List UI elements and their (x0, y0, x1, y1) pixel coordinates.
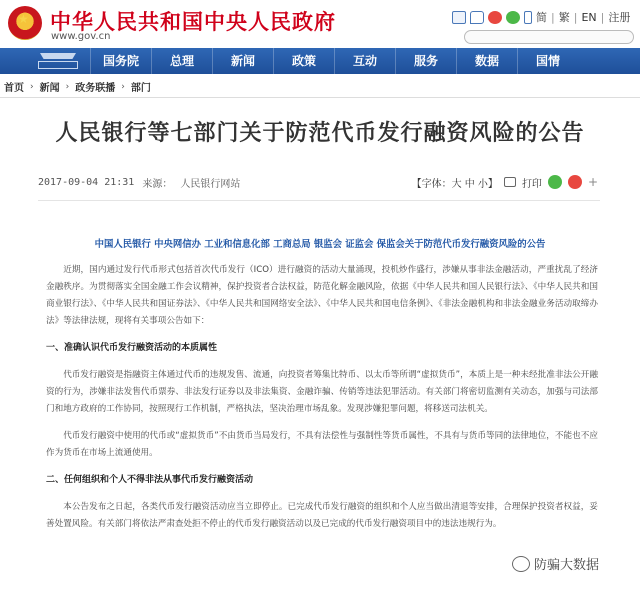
tiananmen-logo-icon[interactable] (34, 51, 82, 71)
breadcrumb-gov-broadcast[interactable]: 政务联播 (75, 83, 116, 94)
print-icon[interactable] (504, 177, 516, 187)
site-url: www.gov.cn (51, 31, 111, 42)
message-icon[interactable] (470, 11, 484, 24)
chevron-right-icon: › (30, 81, 34, 92)
national-emblem-icon[interactable]: ★ (8, 6, 42, 40)
search-input[interactable] (464, 30, 634, 44)
separator: | (600, 10, 605, 24)
weibo-share-icon[interactable] (568, 175, 582, 189)
article-body (46, 262, 598, 533)
weibo-icon[interactable] (488, 11, 502, 24)
lang-traditional-link[interactable]: 繁 (558, 11, 570, 24)
separator: | (551, 10, 555, 24)
font-size-control[interactable]: 【字体：大 中 小】 (411, 178, 498, 190)
lang-english-link[interactable]: EN (581, 10, 597, 24)
article-title: 人民银行等七部门关于防范代币发行融资风险的公告 (55, 121, 585, 146)
wechat-icon[interactable] (506, 11, 520, 24)
wechat-share-icon[interactable] (548, 175, 562, 189)
nav-item-policy[interactable]: 政策 (273, 48, 334, 74)
nav-item-news[interactable]: 新闻 (212, 48, 273, 74)
nav-item-national-info[interactable]: 国情 (517, 48, 578, 74)
paragraph-virtual-currency: 代币发行融资中使用的代币或“虚拟货币”不由货币当局发行，不具有法偿性与强制性等货币属性，不具有与货币等同的法律地位，不能也不应作为货币在市场上流通使用。 (46, 431, 598, 458)
mobile-icon[interactable] (524, 11, 532, 24)
section-heading-2: 二、任何组织和个人不得非法从事代币发行融资活动 (46, 475, 254, 485)
section-heading-1: 一、准确认识代币发行融资活动的本质属性 (46, 343, 218, 353)
separator: | (573, 10, 578, 24)
lang-simplified-link[interactable]: 简 (536, 11, 547, 24)
chevron-right-icon: › (65, 81, 70, 92)
watermark-text: 防骗大数据 (534, 558, 600, 573)
breadcrumb-news[interactable]: 新闻 (39, 83, 60, 94)
paragraph-prohibition: 本公告发布之日起，各类代币发行融资活动应当立即停止。已完成代币发行融资的组织和个人应当做出清退等安排，合理保护投资者权益，妥善处置风险。有关部门将依法严肃查处拒不停止的代币发行融资活动以及已完成的代币发行融资项目中的违法违规行为。 (46, 502, 598, 529)
article-source: 人民银行网站 (180, 178, 241, 190)
article-date: 2017-09-04 21:31 (38, 176, 135, 188)
nav-item-state-council[interactable]: 国务院 (90, 48, 151, 74)
register-link[interactable]: 注册 (608, 11, 631, 24)
source-label: 来源： (142, 178, 173, 190)
chevron-right-icon: › (121, 81, 125, 92)
breadcrumb (0, 76, 640, 98)
nav-item-service[interactable]: 服务 (395, 48, 456, 74)
article-meta (38, 172, 598, 192)
nav-item-premier[interactable]: 总理 (151, 48, 212, 74)
issuers-heading: 中国人民银行 中央网信办 工业和信息化部 工商总局 银监会 证监会 保监会关于防范代币发行融资风险的公告 (94, 239, 546, 250)
watermark (508, 552, 603, 575)
more-share-icon[interactable]: + (587, 175, 598, 189)
mail-icon[interactable] (452, 11, 466, 24)
wechat-account-icon (512, 556, 530, 572)
divider (38, 200, 600, 201)
top-tools (452, 9, 630, 25)
print-button[interactable]: 打印 (521, 178, 542, 190)
breadcrumb-departments[interactable]: 部门 (130, 83, 151, 94)
site-header (0, 0, 640, 48)
paragraph-intro: 近期，国内通过发行代币形式包括首次代币发行（ICO）进行融资的活动大量涌现，投机炒作盛行，涉嫌从事非法金融活动，严重扰乱了经济金融秩序。为贯彻落实全国金融工作会议精神，保护投资者合法权益，防范化解金融风险，依据《中华人民共和国人民银行法》、《中华人民共和国商业银行法》、《中华人民共和国证券法》、《中华人民共和国网络安全法》、《中华人民共和国电信条例》、《非法金融机构和非法金融业务活动取缔办法》等法律法规，现将有关事项公告如下： (46, 265, 598, 326)
nav-item-interaction[interactable]: 互动 (334, 48, 395, 74)
breadcrumb-home[interactable]: 首页 (4, 83, 24, 94)
main-nav (0, 48, 640, 74)
site-title[interactable]: 中华人民共和国中央人民政府 (50, 9, 336, 34)
nav-item-data[interactable]: 数据 (456, 48, 517, 74)
article-tools (412, 172, 598, 192)
paragraph-nature: 代币发行融资是指融资主体通过代币的违规发售、流通，向投资者筹集比特币、以太币等所谓“虚拟货币”，本质上是一种未经批准非法公开融资的行为，涉嫌非法发售代币票券、非法发行证券以及非法集资、金融诈骗、传销等违法犯罪活动。有关部门将密切监测有关动态，加强与司法部门和地方政府的工作协同，按照现行工作机制，严格执法，坚决治理市场乱象。发现涉嫌犯罪问题，将移送司法机关。 (46, 370, 598, 414)
